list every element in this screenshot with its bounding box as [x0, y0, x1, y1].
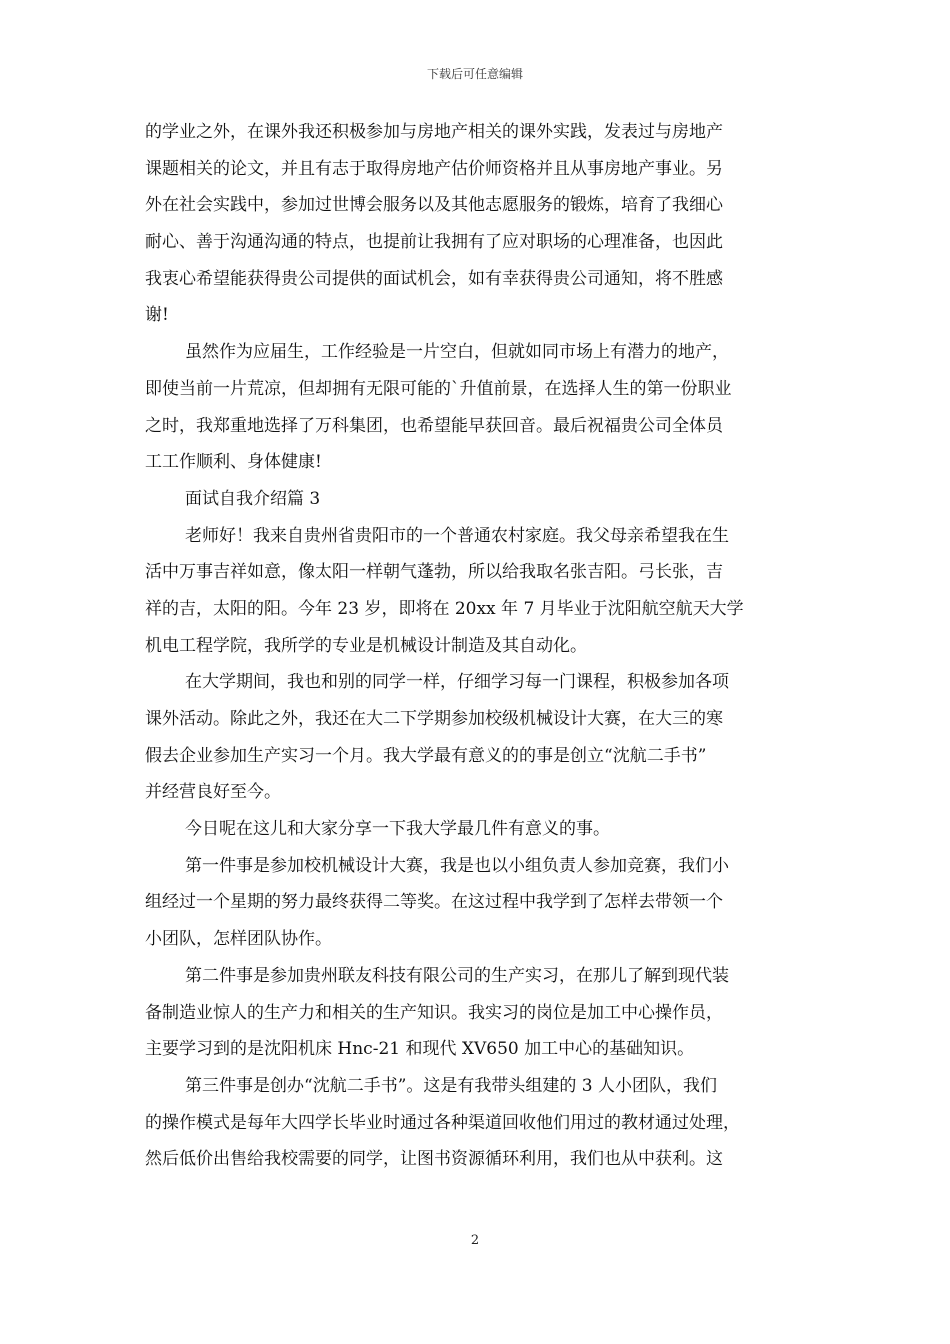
text-line: 今日呢在这儿和大家分享一下我大学最几件有意义的事。	[185, 819, 610, 840]
text-line: 备制造业惊人的生产力和相关的生产知识。我实习的岗位是加工中心操作员，	[145, 1002, 723, 1023]
paragraph	[145, 811, 809, 848]
paragraph	[145, 114, 809, 334]
text-line: 组经过一个星期的努力最终获得二等奖。在这过程中我学到了怎样去带领一个	[145, 892, 723, 913]
text-line: 第一件事是参加校机械设计大赛，我是也以小组负责人参加竞赛，我们小	[185, 855, 729, 876]
text-line: 第三件事是创办“沈航二手书”。这是有我带头组建的 3 人小团队，我们	[185, 1075, 718, 1096]
paragraph	[145, 848, 809, 958]
text-line: 的学业之外，在课外我还积极参加与房地产相关的课外实践，发表过与房地产	[145, 122, 723, 142]
text-line: 在大学期间，我也和别的同学一样，仔细学习每一门课程，积极参加各项	[185, 672, 729, 693]
text-line: 我衷心希望能获得贵公司提供的面试机会，如有幸获得贵公司通知，将不胜感	[145, 268, 723, 289]
text-line: 祥的吉，太阳的阳。今年 23 岁，即将在 20xx 年 7 月毕业于沈阳航空航天大学	[145, 598, 744, 619]
text-line: 活中万事吉祥如意，像太阳一样朝气蓬勃，所以给我取名张吉阳。弓长张，吉	[145, 562, 723, 583]
page-header: 下载后可任意编辑	[426, 67, 523, 81]
text-line: 假去企业参加生产实习一个月。我大学最有意义的的事是创立“沈航二手书”	[145, 745, 707, 766]
text-line: 耐心、善于沟通沟通的特点，也提前让我拥有了应对职场的心理准备，也因此	[145, 232, 723, 253]
text-line: 小团队，怎样团队协作。	[145, 929, 332, 950]
text-line: 主要学习到的是沈阳机床 Hnc-21 和现代 XV650 加工中心的基础知识。	[145, 1039, 695, 1060]
text-line: 然后低价出售给我校需要的同学，让图书资源循环利用，我们也从中获利。这	[145, 1149, 723, 1170]
text-line: 之时，我郑重地选择了万科集团，也希望能早获回音。最后祝福贵公司全体员	[145, 415, 723, 436]
text-line: 的操作模式是每年大四学长毕业时通过各种渠道回收他们用过的教材通过处理，	[145, 1112, 740, 1133]
text-line: 即使当前一片荒凉，但却拥有无限可能的`升值前景，在选择人生的第一份职业	[145, 378, 732, 399]
paragraph	[145, 334, 809, 481]
page-number: 2	[470, 1233, 480, 1248]
paragraph	[145, 664, 809, 811]
text-line: 面试自我介绍篇 3	[185, 488, 321, 509]
text-line: 课题相关的论文，并且有志于取得房地产估价师资格并且从事房地产事业。另	[145, 158, 723, 179]
paragraph	[145, 1068, 809, 1178]
text-line: 谢!	[145, 305, 169, 326]
text-line: 虽然作为应届生，工作经验是一片空白，但就如同市场上有潜力的地产，	[185, 342, 729, 363]
paragraph	[145, 518, 809, 665]
text-line: 工工作顺利、身体健康!	[145, 452, 322, 473]
document-body	[145, 114, 809, 1178]
text-line: 第二件事是参加贵州联友科技有限公司的生产实习，在那儿了解到现代装	[185, 965, 729, 986]
paragraph	[145, 958, 809, 1068]
paragraph	[145, 481, 809, 518]
text-line: 外在社会实践中，参加过世博会服务以及其他志愿服务的锻炼，培育了我细心	[145, 195, 723, 216]
text-line: 机电工程学院，我所学的专业是机械设计制造及其自动化。	[145, 635, 587, 656]
text-line: 课外活动。除此之外，我还在大二下学期参加校级机械设计大赛，在大三的寒	[145, 709, 723, 729]
text-line: 老师好！我来自贵州省贵阳市的一个普通农村家庭。我父母亲希望我在生	[185, 525, 729, 546]
text-line: 并经营良好至今。	[145, 782, 281, 803]
